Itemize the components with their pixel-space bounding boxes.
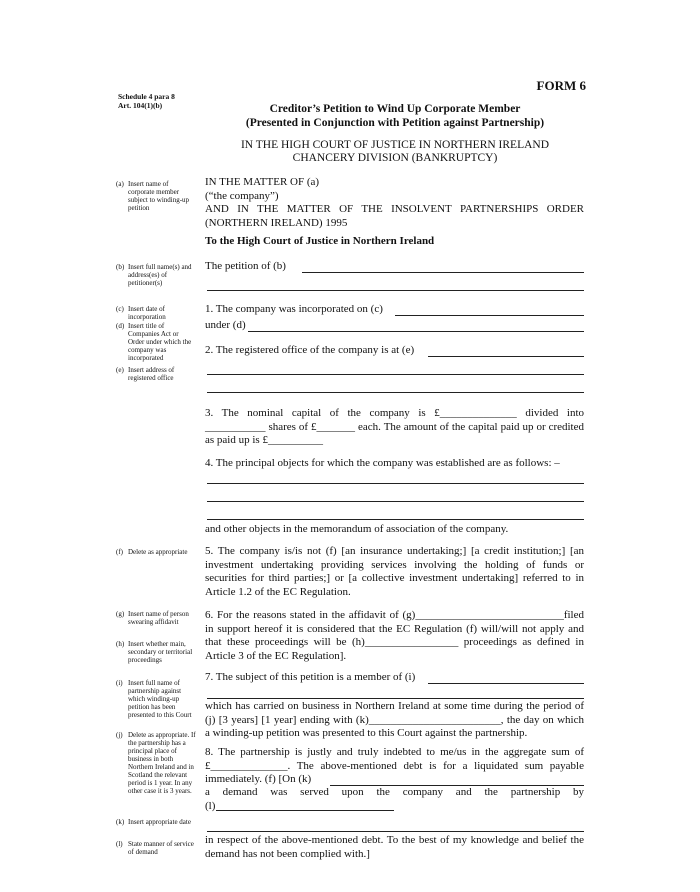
margin-note-e: (e) Insert address of registered office <box>116 366 175 382</box>
objects-line1[interactable] <box>207 483 584 484</box>
registered-office-line2[interactable] <box>207 374 584 375</box>
margin-note-f: (f) Delete as appropriate <box>116 548 188 556</box>
under-label: under (d) <box>205 319 246 331</box>
registered-office-field[interactable] <box>428 356 584 357</box>
petition-of-label: The petition of (b) <box>205 260 286 272</box>
subtitle-line: (Presented in Conjunction with Petition against Partnership) <box>245 117 545 129</box>
para-8: 8. The partnership is justly and truly indebted to me/us in the aggregate sum of £______________. The above-mentioned debt is for a liquidated sum payable immediately. (f) [On (k) <box>205 746 584 785</box>
margin-note-h: (h) Insert whether main, secondary or territorial proceedings <box>116 640 193 664</box>
form-title <box>205 102 585 130</box>
objects-line3[interactable] <box>207 519 584 520</box>
article-line: Art. 104(1)(b) <box>118 101 163 110</box>
schedule-line: Schedule 4 para 8 <box>118 92 175 101</box>
incorporation-date-field[interactable] <box>395 315 584 316</box>
margin-note-c: (c) Insert date of incorporation <box>116 305 166 321</box>
para-1: 1. The company was incorporated on (c) <box>205 303 383 315</box>
margin-note-d: (d) Insert title of Companies Act or Order under which the company was incorporated <box>116 322 192 362</box>
addressee: To the High Court of Justice in Northern Ireland <box>205 235 435 247</box>
margin-note-j: (j) Delete as appropriate. If the partnership has a principal place of business in both Northern Ireland and in Scotland the relevant period is 1 year. In any other case it is 3 years. <box>116 731 196 795</box>
para-4: 4. The principal objects for which the company was established are as follows: – <box>205 457 560 469</box>
registered-office-line3[interactable] <box>207 392 584 393</box>
para-3: 3. The nominal capital of the company is £______________ divided into ___________ shares of £_______ each. The amount of the capital paid up or credited as paid up is £__________ <box>205 407 584 446</box>
para-8-demand: a demand was served upon the company and the partnership by <box>205 786 584 798</box>
schedule-reference <box>118 92 175 110</box>
court-heading <box>205 139 585 165</box>
service-manner-line2[interactable] <box>207 831 584 832</box>
para-6: 6. For the reasons stated in the affidavit of (g)___________________________filed in support hereof it is considered that the EC Regulation (f) will/will not apply and that these proceedings will be (h)_________________ proceedings as defined in Article 3 of the EC Regulation]. <box>205 609 584 662</box>
objects-line2[interactable] <box>207 501 584 502</box>
partnership-name-line2[interactable] <box>207 698 584 699</box>
form-number: FORM 6 <box>536 78 586 93</box>
margin-note-k: (k) Insert appropriate date <box>116 818 191 826</box>
service-label: (l) <box>205 800 216 812</box>
court-line: IN THE HIGH COURT OF JUSTICE IN NORTHERN IRELAND <box>240 139 550 151</box>
margin-note-l: (l) State manner of service of demand <box>116 840 194 856</box>
companies-act-field[interactable] <box>248 331 584 332</box>
division-line: CHANCERY DIVISION (BANKRUPTCY) <box>292 152 498 164</box>
para-2: 2. The registered office of the company is at (e) <box>205 344 415 356</box>
para-7-tail: which has carried on business in Northern Ireland at some time during the period of (j) [3 years] [1 year] ending with (k)________________________, the day on which a winding-up petition was presented to this Court against the partnership. <box>205 700 584 739</box>
partnership-name-field[interactable] <box>428 683 584 684</box>
margin-note-b: (b) Insert full name(s) and address(es) of petitioner(s) <box>116 263 192 287</box>
margin-note-g: (g) Insert name of person swearing affidavit <box>116 610 189 626</box>
company-line: (“the company”) <box>205 189 279 202</box>
service-manner-field[interactable] <box>216 810 394 811</box>
para-5: 5. The company is/is not (f) [an insurance undertaking;] [a credit institution;] [an investment undertaking providing services involving the holding of funds or securities for third parties;] or [a collective investment undertaking] referred to in Article 1.2 of the EC Regulation. <box>205 545 584 598</box>
petitioner-field-line2[interactable] <box>207 290 584 291</box>
margin-note-a: (a) Insert name of corporate member subject to winding-up petition <box>116 180 190 212</box>
petitioner-field[interactable] <box>302 272 584 273</box>
para-8-tail: in respect of the above-mentioned debt. To the best of my knowledge and belief the demand has not been complied with.] <box>205 834 584 860</box>
title-line: Creditor’s Petition to Wind Up Corporate Member <box>269 103 521 115</box>
para-4-tail: and other objects in the memorandum of association of the company. <box>205 523 509 535</box>
para-7: 7. The subject of this petition is a member of (i) <box>205 671 416 683</box>
matter-heading <box>205 176 584 230</box>
margin-note-i: (i) Insert full name of partnership against which winding-up petition has been presented to this Court <box>116 679 192 719</box>
matter-line: IN THE MATTER OF (a) <box>205 176 320 188</box>
order-line: AND IN THE MATTER OF THE INSOLVENT PARTNERSHIPS ORDER (NORTHERN IRELAND) 1995 <box>205 203 584 229</box>
